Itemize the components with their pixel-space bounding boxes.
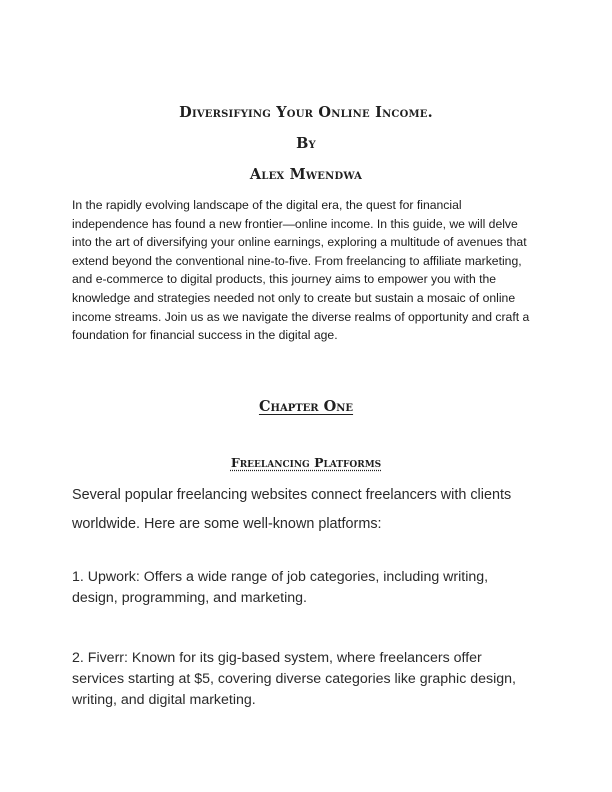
section-heading bbox=[0, 455, 612, 470]
section-heading-text: Freelancing Platforms bbox=[230, 455, 382, 470]
document-title: Diversifying Your Online Income. bbox=[179, 104, 433, 121]
list-item: 2. Fiverr: Known for its gig-based system, where freelancers offer services starting at $5, covering diverse categories like graphic design, writing, and digital marketing. bbox=[72, 650, 516, 708]
section-intro-paragraph: Several popular freelancing websites connect freelancers with clients worldwide. Here are some well-known platforms: bbox=[72, 487, 512, 532]
chapter-heading bbox=[0, 398, 612, 415]
author-name: Alex Mwendwa bbox=[249, 166, 363, 183]
list-item: 1. Upwork: Offers a wide range of job categories, including writing, design, programming, and marketing. bbox=[72, 569, 489, 606]
byline-label: By bbox=[296, 135, 316, 152]
intro-paragraph: In the rapidly evolving landscape of the digital era, the quest for financial independence has found a new frontier—online income. In this guide, we will delve into the art of diversifying your online earnings, exploring a multitude of avenues that extend beyond the conventional nine-to-five. From freelancing to affiliate marketing, and e-commerce to digital products, this journey aims to empower you with the knowledge and strategies needed not only to create but sustain a mosaic of online income streams. Join us as we navigate the diverse realms of opportunity and craft a foundation for financial success in the digital age. bbox=[72, 198, 530, 343]
chapter-heading-text: Chapter One bbox=[258, 398, 354, 415]
